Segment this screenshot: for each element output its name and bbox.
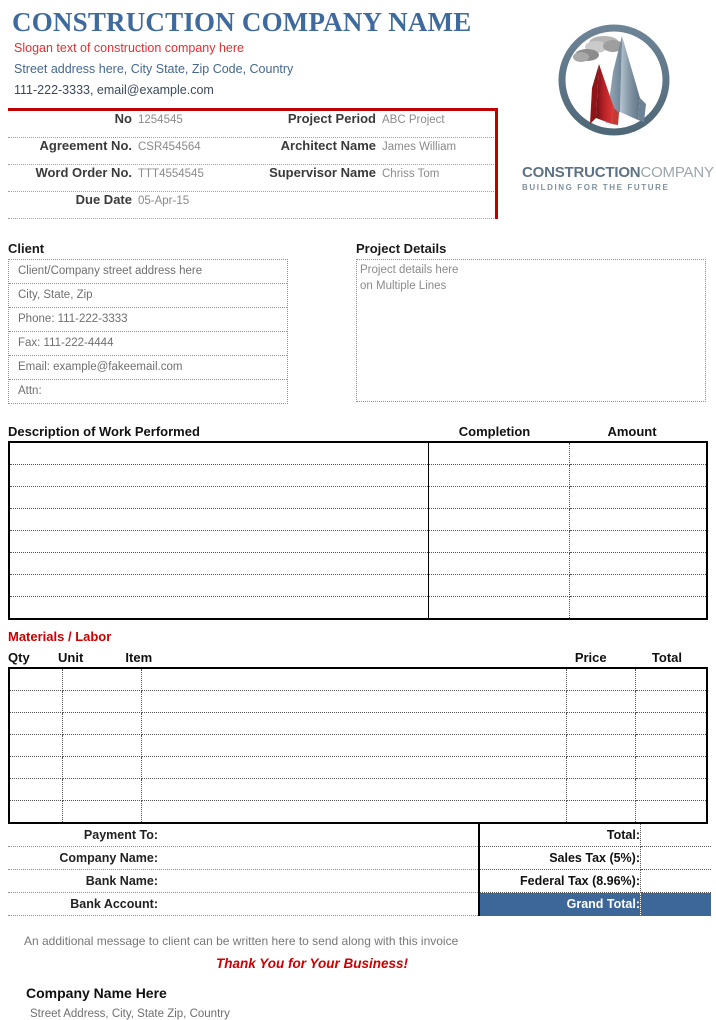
company-contact: 111-222-3333, email@example.com — [14, 83, 214, 98]
invoice-page — [0, 7, 716, 1020]
table-row[interactable] — [9, 553, 707, 575]
table-row[interactable] — [9, 735, 707, 757]
table-row[interactable] — [9, 487, 707, 509]
meta-value-project-period[interactable]: ABC Project — [382, 114, 445, 126]
logo-wordmark — [522, 164, 712, 192]
cell-completion[interactable] — [429, 487, 569, 509]
work-table — [8, 441, 708, 620]
cell-item[interactable] — [142, 757, 567, 779]
totals-row-federal-tax — [479, 870, 711, 893]
cell-description[interactable] — [9, 442, 429, 465]
cell-unit[interactable] — [63, 779, 142, 801]
meta-value-no[interactable]: 1254545 — [138, 114, 183, 126]
project-details-line: on Multiple Lines — [360, 279, 447, 292]
meta-cell-project-period — [246, 111, 492, 137]
payment-row-bank-name — [8, 870, 478, 893]
logo-mark-icon — [534, 12, 694, 162]
cell-amount[interactable] — [569, 442, 707, 465]
cell-item[interactable] — [142, 735, 567, 757]
cell-total[interactable] — [636, 713, 708, 735]
client-project-section — [8, 241, 708, 404]
materials-table-header — [8, 650, 708, 667]
cell-qty[interactable] — [9, 713, 63, 735]
cell-item[interactable] — [142, 801, 567, 824]
totals-label-sales-tax: Sales Tax (5%): — [479, 847, 641, 870]
meta-cell-empty — [246, 192, 492, 218]
cell-completion[interactable] — [429, 509, 569, 531]
cell-amount[interactable] — [569, 487, 707, 509]
cell-unit[interactable] — [63, 757, 142, 779]
meta-row — [8, 165, 498, 192]
table-row[interactable] — [9, 713, 707, 735]
meta-row — [8, 111, 498, 138]
meta-label-due-date: Due Date — [75, 192, 132, 207]
cell-completion[interactable] — [429, 553, 569, 575]
cell-unit[interactable] — [63, 691, 142, 713]
logo-name-light: COMPANY — [640, 164, 714, 181]
meta-cell-due-date — [8, 192, 246, 218]
cell-unit[interactable] — [63, 735, 142, 757]
payment-label-company-name: Company Name: — [59, 851, 158, 865]
payment-row-bank-account — [8, 893, 478, 916]
meta-label-agreement-no: Agreement No. — [39, 138, 132, 153]
meta-cell-architect-name — [246, 138, 492, 164]
table-row[interactable] — [9, 575, 707, 597]
meta-cell-no — [8, 111, 246, 137]
cell-description[interactable] — [9, 509, 429, 531]
page-title: CONSTRUCTION COMPANY NAME — [12, 7, 472, 37]
cell-total[interactable] — [636, 779, 708, 801]
meta-cell-word-order-no — [8, 165, 246, 191]
totals-value-federal-tax[interactable] — [641, 870, 712, 893]
work-table-section — [8, 424, 708, 620]
client-field-address[interactable]: Client/Company street address here — [9, 260, 287, 284]
cell-unit[interactable] — [63, 713, 142, 735]
column-header-completion: Completion — [458, 424, 531, 439]
cell-description[interactable] — [9, 597, 429, 620]
table-row[interactable] — [9, 465, 707, 487]
cell-price[interactable] — [567, 801, 636, 824]
cell-total[interactable] — [636, 668, 708, 691]
cell-item[interactable] — [142, 713, 567, 735]
invoice-meta-box — [8, 108, 498, 219]
cell-item[interactable] — [142, 779, 567, 801]
cell-completion[interactable] — [429, 442, 569, 465]
meta-row — [8, 138, 498, 165]
table-row[interactable] — [9, 509, 707, 531]
cell-completion[interactable] — [429, 597, 569, 620]
footer-thanks: Thank You for Your Business! — [215, 956, 409, 971]
cell-amount[interactable] — [569, 575, 707, 597]
project-details-input[interactable] — [356, 259, 706, 402]
client-field-phone[interactable]: Phone: 111-222-3333 — [9, 308, 287, 332]
payment-label-bank-name: Bank Name: — [85, 874, 158, 888]
totals-value-total[interactable] — [641, 824, 712, 847]
cell-description[interactable] — [9, 575, 429, 597]
client-field-email[interactable]: Email: example@fakeemail.com — [9, 356, 287, 380]
project-details-block — [356, 241, 706, 404]
footer-message: An additional message to client can be written here to send along with this invoice — [24, 934, 459, 948]
meta-label-supervisor-name: Supervisor Name — [269, 165, 376, 180]
cell-unit[interactable] — [63, 801, 142, 824]
cell-qty[interactable] — [9, 801, 63, 824]
client-fields — [8, 259, 288, 404]
company-logo — [516, 12, 712, 208]
client-title: Client — [8, 241, 45, 256]
meta-label-project-period: Project Period — [287, 111, 376, 126]
cell-total[interactable] — [636, 801, 708, 824]
totals-block — [478, 824, 708, 916]
materials-title: Materials / Labor — [8, 629, 112, 644]
meta-label-word-order-no: Word Order No. — [35, 165, 132, 180]
cell-item[interactable] — [142, 668, 567, 691]
client-field-city-state-zip[interactable]: City, State, Zip — [9, 284, 287, 308]
cell-description[interactable] — [9, 531, 429, 553]
cell-amount[interactable] — [569, 531, 707, 553]
footer-company-name: Company Name Here — [26, 985, 167, 1001]
column-header-unit: Unit — [58, 650, 84, 665]
cell-amount[interactable] — [569, 465, 707, 487]
meta-value-word-order-no[interactable]: TTT4554545 — [138, 168, 204, 180]
table-row[interactable] — [9, 442, 707, 465]
materials-section — [8, 629, 708, 824]
cell-price[interactable] — [567, 713, 636, 735]
project-details-title: Project Details — [356, 241, 447, 256]
meta-label-architect-name: Architect Name — [280, 138, 376, 153]
table-row[interactable] — [9, 531, 707, 553]
meta-row — [8, 192, 498, 219]
cell-description[interactable] — [9, 465, 429, 487]
cell-description[interactable] — [9, 553, 429, 575]
payment-label-bank-account: Bank Account: — [70, 897, 158, 911]
cell-amount[interactable] — [569, 597, 707, 620]
cell-qty[interactable] — [9, 668, 63, 691]
cell-price[interactable] — [567, 757, 636, 779]
cell-completion[interactable] — [429, 531, 569, 553]
column-header-amount: Amount — [607, 424, 657, 439]
table-row[interactable] — [9, 779, 707, 801]
cell-price[interactable] — [567, 779, 636, 801]
cell-description[interactable] — [9, 487, 429, 509]
materials-table — [8, 667, 708, 824]
cell-qty[interactable] — [9, 779, 63, 801]
cell-amount[interactable] — [569, 553, 707, 575]
column-header-price: Price — [574, 650, 607, 665]
table-row[interactable] — [9, 668, 707, 691]
table-row[interactable] — [9, 691, 707, 713]
cell-qty[interactable] — [9, 735, 63, 757]
totals-label-grand-total: Grand Total: — [479, 893, 641, 916]
client-field-fax[interactable]: Fax: 111-222-4444 — [9, 332, 287, 356]
payment-row-company-name — [8, 847, 478, 870]
payment-row-payment-to — [8, 824, 478, 847]
client-block — [8, 241, 288, 404]
project-details-line: Project details here — [360, 264, 459, 276]
table-row[interactable] — [9, 801, 707, 824]
meta-value-architect-name[interactable]: James William — [382, 141, 457, 153]
meta-value-supervisor-name[interactable]: Chriss Tom — [382, 168, 440, 180]
company-slogan: Slogan text of construction company here — [14, 41, 244, 56]
cell-price[interactable] — [567, 735, 636, 757]
meta-value-due-date[interactable]: 05-Apr-15 — [138, 195, 190, 207]
totals-label-federal-tax: Federal Tax (8.96%): — [479, 870, 641, 893]
footer-company-address: Street Address, City, State Zip, Country — [30, 1008, 230, 1020]
work-table-header — [8, 424, 708, 441]
meta-label-no: No — [114, 111, 132, 126]
logo-name-bold: CONSTRUCTION — [522, 164, 641, 181]
table-row[interactable] — [9, 757, 707, 779]
cell-unit[interactable] — [63, 668, 142, 691]
client-field-attn[interactable]: Attn: — [18, 385, 42, 397]
totals-table — [478, 824, 711, 916]
column-header-qty: Qty — [8, 650, 30, 665]
cell-item[interactable] — [142, 691, 567, 713]
cell-completion[interactable] — [429, 575, 569, 597]
payment-totals-section — [8, 824, 708, 916]
cell-qty[interactable] — [9, 691, 63, 713]
payment-details-block — [8, 824, 478, 916]
cell-amount[interactable] — [569, 509, 707, 531]
cell-completion[interactable] — [429, 465, 569, 487]
company-address: Street address here, City State, Zip Code, Country — [14, 62, 294, 77]
cell-total[interactable] — [636, 735, 708, 757]
document-footer — [8, 934, 708, 1020]
column-header-description: Description of Work Performed — [8, 424, 200, 439]
column-header-total: Total — [651, 650, 682, 665]
totals-value-sales-tax[interactable] — [641, 847, 712, 870]
totals-row-sales-tax — [479, 847, 711, 870]
totals-label-total: Total: — [479, 824, 641, 847]
cell-price[interactable] — [567, 668, 636, 691]
table-row[interactable] — [9, 597, 707, 620]
cell-total[interactable] — [636, 757, 708, 779]
cell-price[interactable] — [567, 691, 636, 713]
logo-tagline: BUILDING FOR THE FUTURE — [522, 183, 670, 192]
totals-row-total — [479, 824, 711, 847]
cell-qty[interactable] — [9, 757, 63, 779]
totals-value-grand-total[interactable] — [641, 893, 712, 916]
column-header-item: Item — [125, 650, 153, 665]
totals-row-grand-total — [479, 893, 711, 916]
meta-cell-agreement-no — [8, 138, 246, 164]
payment-label-payment-to: Payment To: — [83, 828, 158, 842]
cell-total[interactable] — [636, 691, 708, 713]
meta-cell-supervisor-name — [246, 165, 492, 191]
meta-value-agreement-no[interactable]: CSR454564 — [138, 141, 201, 153]
